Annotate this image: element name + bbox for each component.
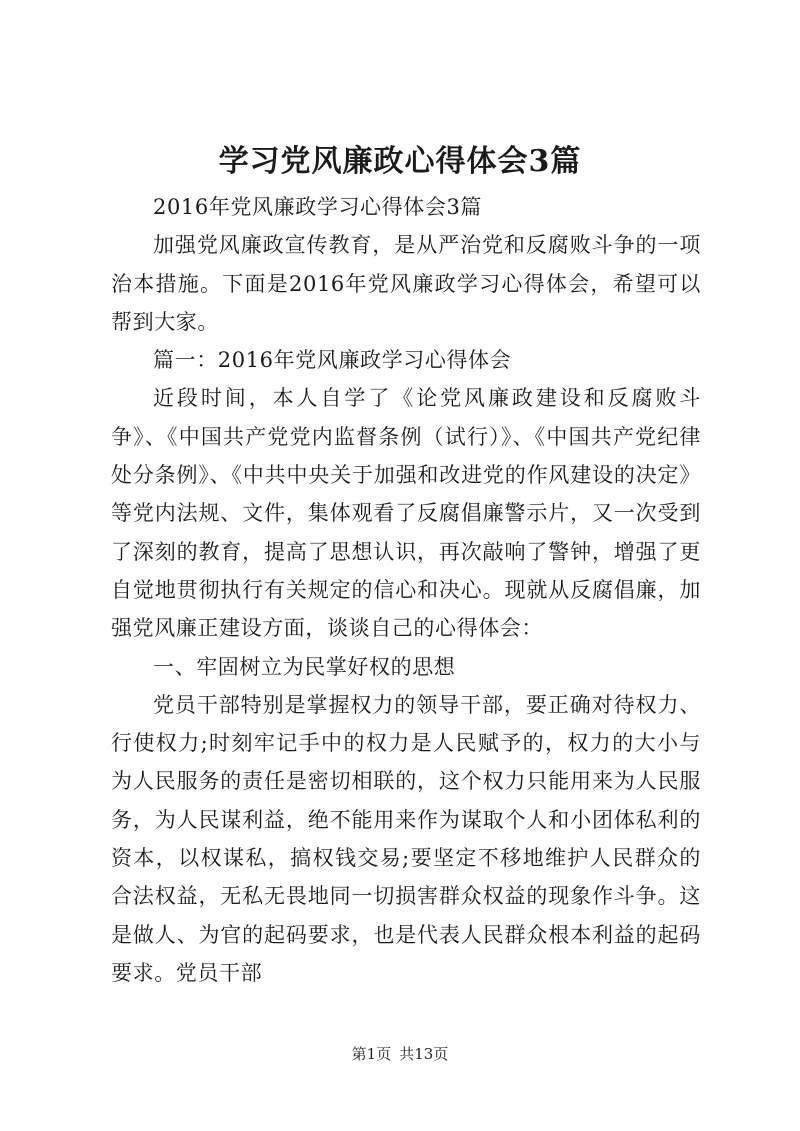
page-total: 共13页	[399, 1045, 449, 1063]
page-footer	[0, 1044, 800, 1064]
page-number: 第1页	[351, 1045, 392, 1063]
paragraph-subtitle: 2016年党风廉政学习心得体会3篇	[153, 195, 483, 219]
paragraph-point-heading: 一、牢固树立为民掌好权的思想	[153, 654, 456, 679]
paragraph-study-summary: 近段时间，本人自学了《论党风廉政建设和反腐败斗争》、《中国共产党党内监督条例（试行）》、《中国共产党纪律处分条例》、《中共中央关于加强和改进党的作风建设的决定》等党内法规、文件，集体观看了反腐倡廉警示片，又一次受到了深刻的教育，提高了思想认识，再次敲响了警钟，增强了更自觉地贯彻执行有关规定的信心和决心。现就从反腐倡廉，加强党风廉正建设方面，谈谈自己的心得体会：	[111, 386, 701, 641]
paragraph-point-body: 党员干部特别是掌握权力的领导干部，要正确对待权力、行使权力;时刻牢记手中的权力是人民赋予的，权力的大小与为人民服务的责任是密切相联的，这个权力只能用来为人民服务，为人民谋利益，绝不能用来作为谋取个人和小团体私利的资本，以权谋私，搞权钱交易;要坚定不移地维护人民群众的合法权益，无私无畏地同一切损害群众权益的现象作斗争。这是做人、为官的起码要求，也是代表人民群众根本利益的起码要求。党员干部	[111, 692, 701, 985]
document-body	[111, 188, 701, 992]
paragraph-intro: 加强党风廉政宣传教育，是从严治党和反腐败斗争的一项治本措施。下面是2016年党风廉政学习心得体会，希望可以帮到大家。	[111, 233, 701, 334]
paragraph-section-heading: 篇一：2016年党风廉政学习心得体会	[153, 348, 512, 373]
document-title: 学习党风廉政心得体会3篇	[218, 144, 582, 179]
